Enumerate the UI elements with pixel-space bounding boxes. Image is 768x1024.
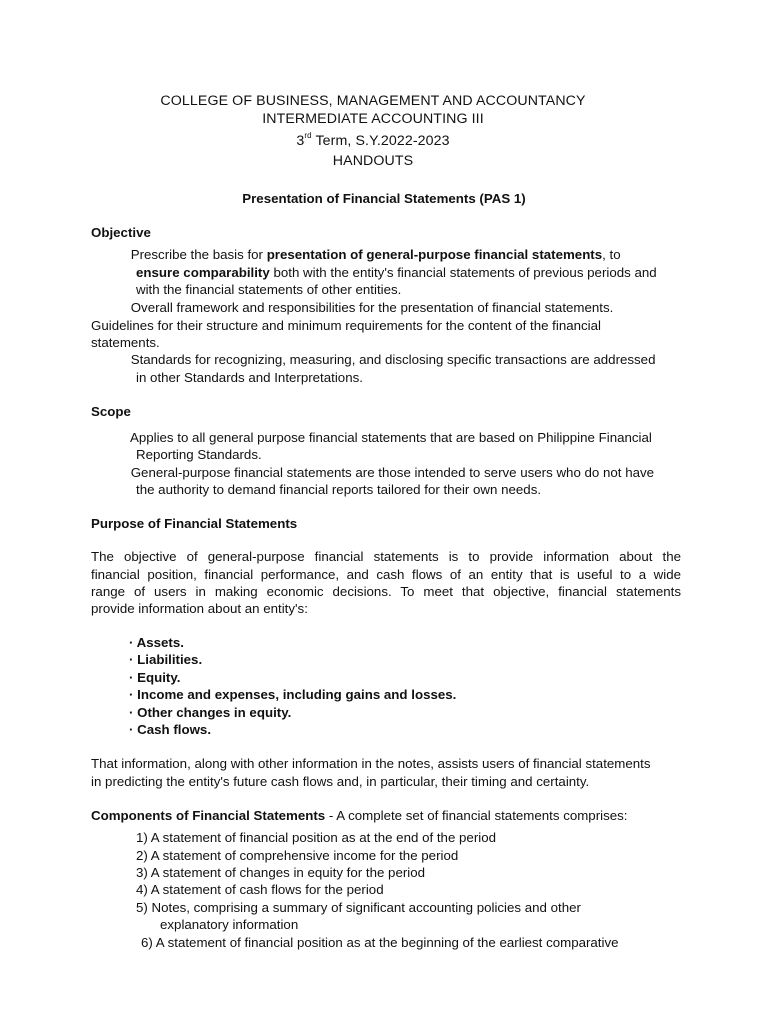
objective-bullet-3-line-2: statements. (91, 335, 160, 350)
handouts-label: HANDOUTS (332, 153, 414, 169)
scope-bullet-1-line-2: Reporting Standards. (136, 447, 262, 462)
purpose-paragraph-line-1: The objective of general-purpose financial statements is to provide information about the (91, 549, 681, 564)
purpose-closing-line-2: in predicting the entity's future cash flows and, in particular, their timing and certainty. (91, 774, 590, 789)
component-item-6: 6) A statement of financial position as at the beginning of the earliest comparative (141, 935, 619, 950)
term-line (0, 131, 746, 152)
text-fragment: Applies to all general purpose financial statements that are based on Philippine Financial (129, 430, 652, 445)
purpose-paragraph-line-4: provide information about an entity's: (91, 601, 308, 616)
list-item-equity: · Equity. (129, 670, 181, 685)
scope-heading: Scope (91, 404, 131, 419)
component-item-4: 4) A statement of cash flows for the period (136, 882, 384, 897)
objective-bullet-4-line-2: in other Standards and Interpretations. (136, 370, 363, 385)
emphasis-text: presentation of general-purpose financial statements (266, 247, 603, 262)
purpose-paragraph-line-2: financial position, financial performance, and cash flows of an entity that is useful to a wide (91, 567, 681, 582)
scope-bullet-2-line-2: the authority to demand financial reports tailored for their own needs. (136, 482, 542, 497)
text-fragment: , to (602, 247, 621, 262)
scope-bullet-1-line-1 (117, 429, 652, 446)
term-text: Term, S.Y.2022-2023 (311, 133, 450, 149)
component-item-1: 1) A statement of financial position as at the end of the period (136, 830, 496, 845)
component-item-5-line-2: explanatory information (160, 917, 299, 932)
document-title: Presentation of Financial Statements (PAS 1) (242, 191, 526, 206)
text-fragment: - A complete set of financial statements comprises: (325, 808, 628, 823)
component-item-3: 3) A statement of changes in equity for the period (136, 865, 426, 880)
objective-bullet-1-line-3: with the financial statements of other entities. (136, 282, 402, 297)
list-item-other-changes: · Other changes in equity. (129, 705, 292, 720)
objective-bullet-1-line-1 (117, 246, 682, 263)
text-fragment: Overall framework and responsibilities for the presentation of financial statements. (130, 300, 618, 315)
emphasis-text: ensure comparability (136, 265, 270, 280)
list-item-income-expenses: · Income and expenses, including gains and losses. (129, 687, 457, 702)
text-fragment: Standards for recognizing, measuring, and disclosing specific transactions are addressed (130, 352, 656, 367)
objective-bullet-2 (117, 299, 627, 316)
text-fragment: Prescribe the basis for (130, 247, 267, 262)
purpose-paragraph-line-3: range of users in making economic decisions. To meet that objective, financial statements (91, 584, 681, 599)
scope-bullet-2-line-1 (117, 464, 654, 481)
component-item-5-line-1: 5) Notes, comprising a summary of significant accounting policies and other (136, 900, 581, 915)
college-name: COLLEGE OF BUSINESS, MANAGEMENT AND ACCOUNTANCY (160, 93, 586, 109)
term-number: 3 (296, 133, 305, 149)
purpose-closing-line-1: That information, along with other information in the notes, assists users of financial statements (91, 756, 651, 771)
objective-bullet-1-line-2 (136, 264, 657, 281)
list-item-assets: · Assets. (129, 635, 184, 650)
course-name: INTERMEDIATE ACCOUNTING III (262, 111, 484, 127)
text-fragment: both with the entity's financial statements of previous periods and (269, 265, 657, 280)
purpose-heading: Purpose of Financial Statements (91, 516, 298, 531)
list-item-liabilities: · Liabilities. (129, 652, 203, 667)
objective-bullet-3-line-1: Guidelines for their structure and minimum requirements for the content of the financial (91, 318, 601, 333)
term-ordinal: rd (304, 131, 312, 141)
list-item-cash-flows: · Cash flows. (129, 722, 212, 737)
components-intro (91, 807, 627, 824)
components-heading: Components of Financial Statements (91, 808, 326, 823)
text-fragment: General-purpose financial statements are those intended to serve users who do not have (130, 465, 655, 480)
objective-heading: Objective (91, 225, 151, 240)
component-item-2: 2) A statement of comprehensive income for the period (136, 848, 459, 863)
objective-bullet-4-line-1 (117, 351, 655, 368)
